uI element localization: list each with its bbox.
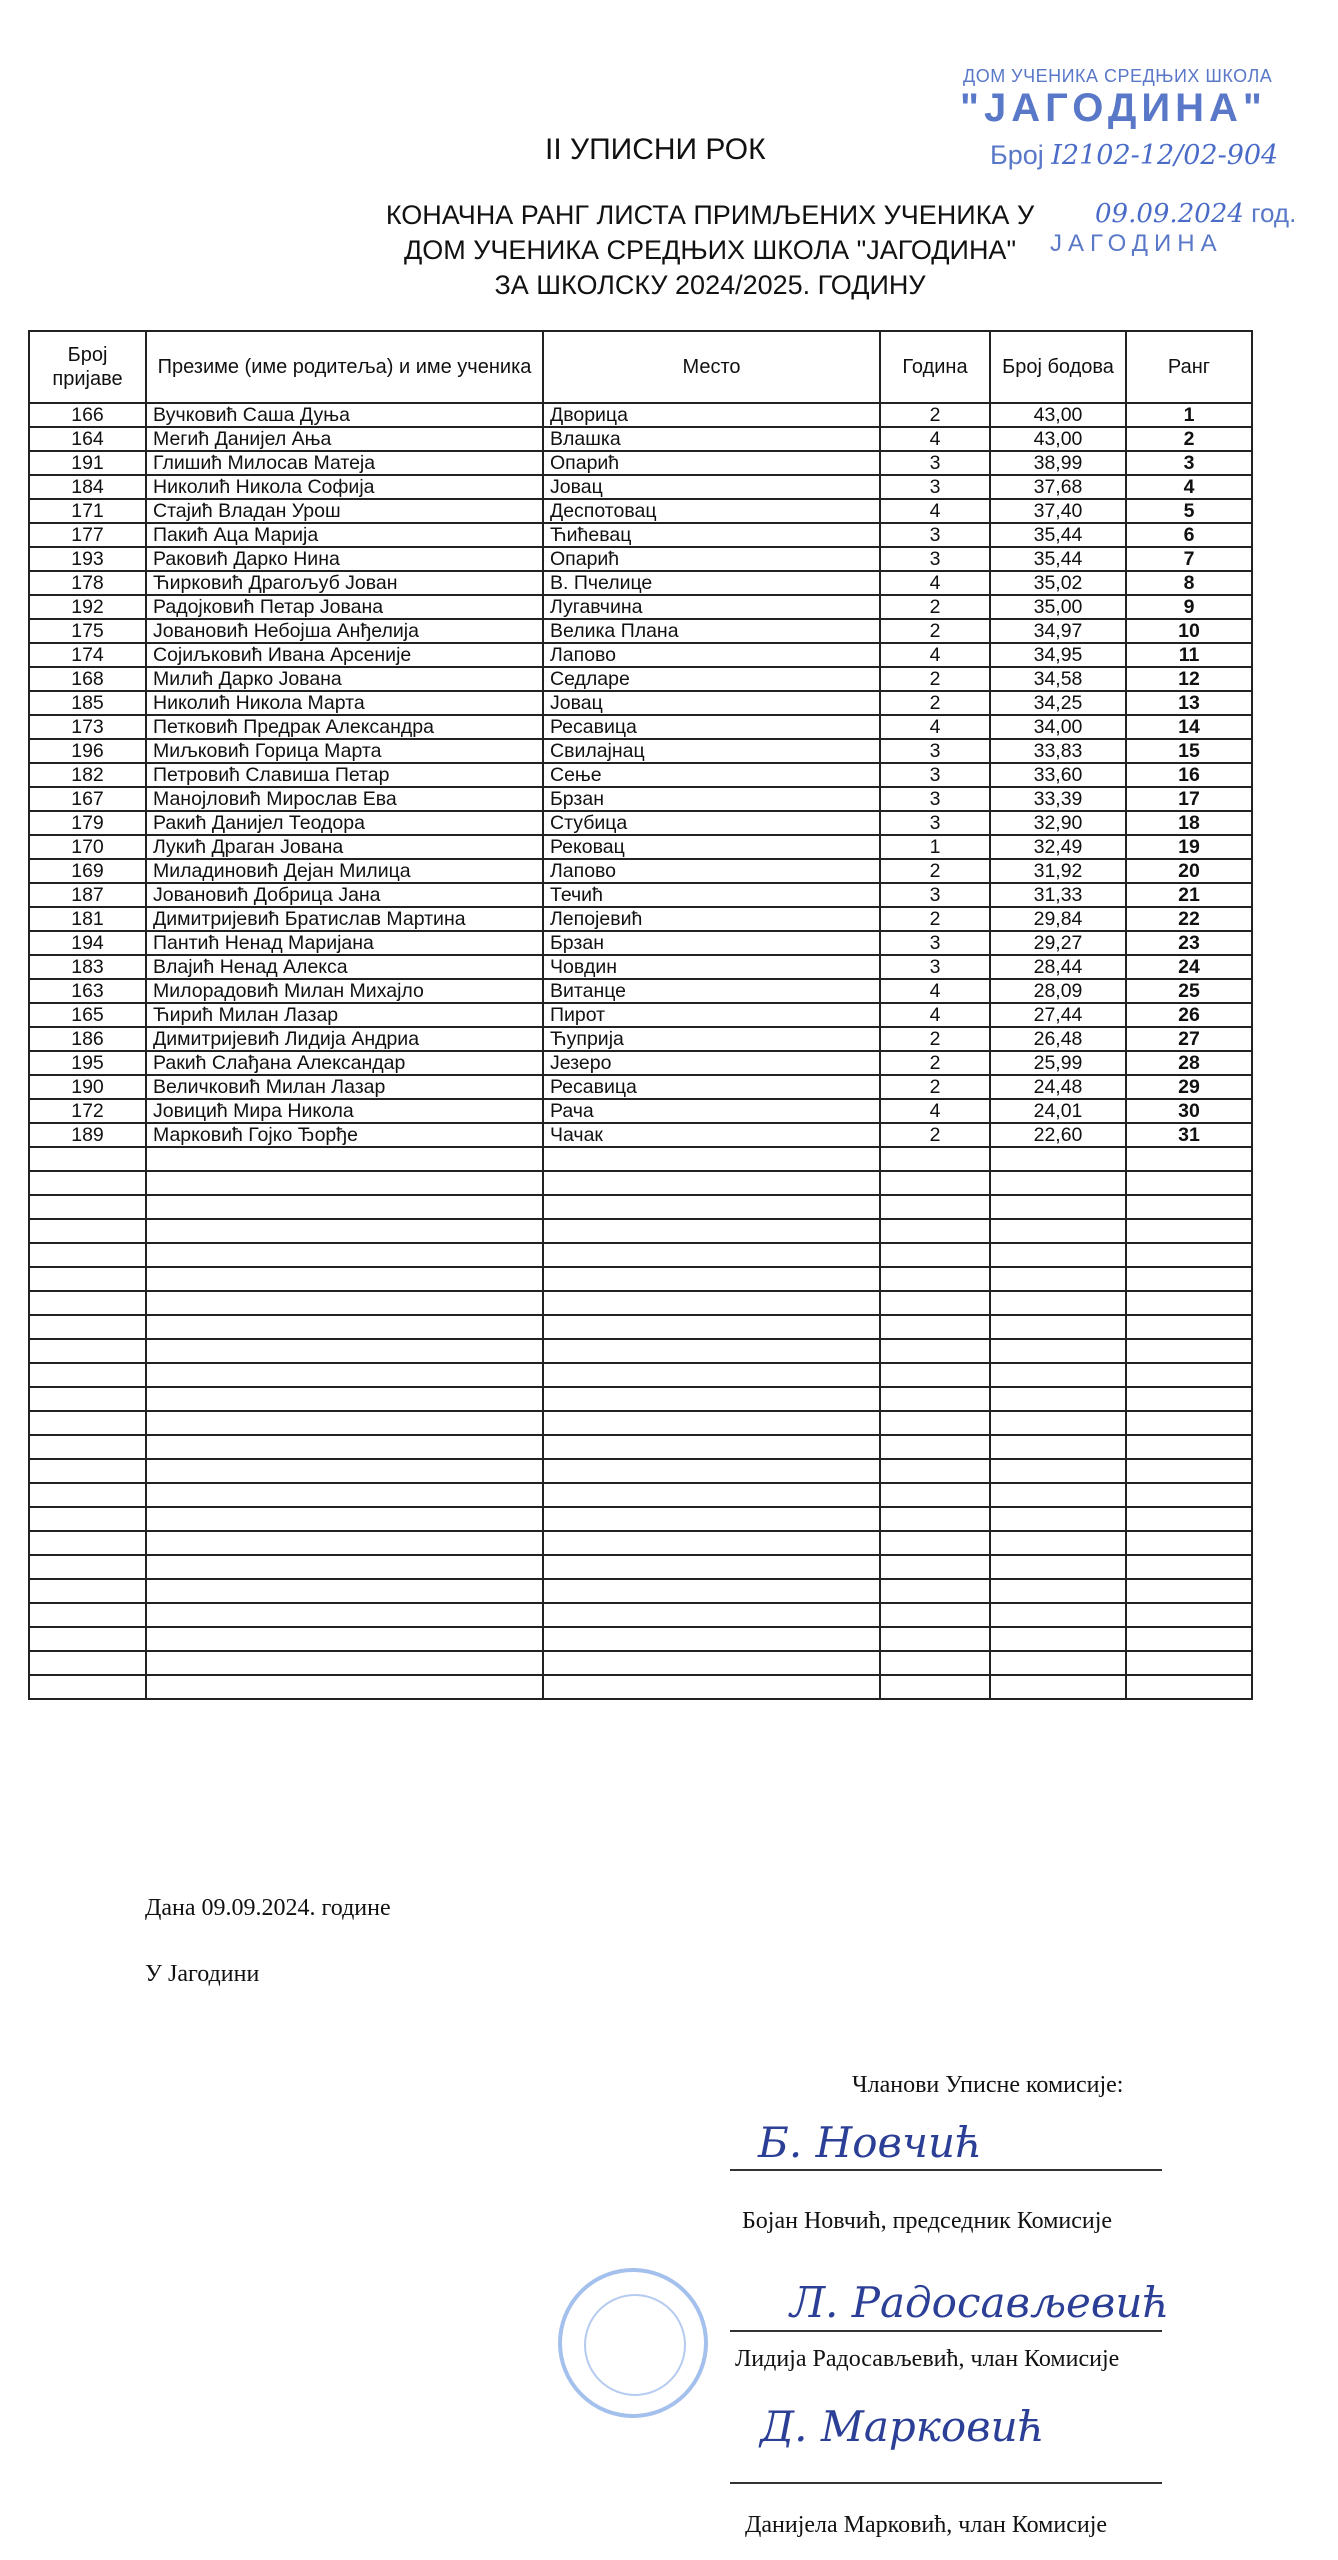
empty-row — [29, 1387, 1252, 1411]
table-cell: Мегић Данијел Ања — [146, 427, 543, 451]
table-cell: 33,60 — [990, 763, 1126, 787]
table-cell: 175 — [29, 619, 146, 643]
table-cell: 2 — [880, 907, 990, 931]
empty-row — [29, 1171, 1252, 1195]
stamp-number: Број I2102-12/02-904 — [990, 140, 1279, 171]
empty-row — [29, 1411, 1252, 1435]
table-cell: 28 — [1126, 1051, 1252, 1075]
table-cell: 169 — [29, 859, 146, 883]
table-cell: Ресавица — [543, 1075, 880, 1099]
title-line-2: ДОМ УЧЕНИКА СРЕДЊИХ ШКОЛА "ЈАГОДИНА" — [403, 235, 1017, 265]
table-cell: Јовац — [543, 691, 880, 715]
table-cell: 191 — [29, 451, 146, 475]
table-cell: Стајић Владан Урош — [146, 499, 543, 523]
stamp-date: 09.09.2024 год. — [1095, 198, 1297, 229]
table-cell: Ракић Данијел Теодора — [146, 811, 543, 835]
table-cell: Опарић — [543, 451, 880, 475]
table-row — [29, 1099, 1252, 1123]
table-cell: Дворица — [543, 403, 880, 427]
table-cell: 2 — [1126, 427, 1252, 451]
table-cell: 34,00 — [990, 715, 1126, 739]
table-row — [29, 1051, 1252, 1075]
table-cell: 26 — [1126, 1003, 1252, 1027]
empty-row — [29, 1675, 1252, 1699]
table-cell: 3 — [880, 523, 990, 547]
table-cell: 163 — [29, 979, 146, 1003]
table-cell: Брзан — [543, 787, 880, 811]
table-cell: 31,33 — [990, 883, 1126, 907]
table-cell: Петровић Славиша Петар — [146, 763, 543, 787]
table-cell: Миљковић Горица Марта — [146, 739, 543, 763]
table-cell: 170 — [29, 835, 146, 859]
table-cell: Вучковић Саша Дуња — [146, 403, 543, 427]
table-cell: Миладиновић Дејан Милица — [146, 859, 543, 883]
table-cell: Јовицић Мира Никола — [146, 1099, 543, 1123]
table-cell: 16 — [1126, 763, 1252, 787]
signature-line-1 — [730, 2169, 1162, 2171]
commission-member-1: Бојан Новчић, председник Комисије — [742, 2208, 1113, 2234]
table-cell: 43,00 — [990, 403, 1126, 427]
table-cell: 3 — [880, 787, 990, 811]
signature-3: Д. Марковић — [760, 2402, 1045, 2451]
table-cell: 22,60 — [990, 1123, 1126, 1147]
empty-row — [29, 1507, 1252, 1531]
table-cell: 35,44 — [990, 523, 1126, 547]
table-cell: Милић Дарко Јована — [146, 667, 543, 691]
table-cell: Петковић Предрак Александра — [146, 715, 543, 739]
table-row — [29, 499, 1252, 523]
empty-row — [29, 1579, 1252, 1603]
table-cell: 33,39 — [990, 787, 1126, 811]
stamp-institution: ДОМ УЧЕНИКА СРЕДЊИХ ШКОЛА — [963, 66, 1273, 86]
table-row — [29, 907, 1252, 931]
table-cell: 30 — [1126, 1099, 1252, 1123]
table-cell: 3 — [880, 955, 990, 979]
table-cell: 3 — [880, 451, 990, 475]
table-cell: 28,09 — [990, 979, 1126, 1003]
table-cell: 22 — [1126, 907, 1252, 931]
stamp-city-name: "ЈАГОДИНА" — [960, 86, 1267, 130]
table-cell: Јовановић Небојша Анђелија — [146, 619, 543, 643]
table-cell: 27 — [1126, 1027, 1252, 1051]
empty-row — [29, 1243, 1252, 1267]
signature-2: Л. Радосављевић — [790, 2278, 1170, 2327]
table-cell: Ћуприја — [543, 1027, 880, 1051]
table-cell: 13 — [1126, 691, 1252, 715]
table-cell: 4 — [880, 571, 990, 595]
table-cell: 3 — [880, 811, 990, 835]
table-cell: 2 — [880, 595, 990, 619]
empty-row — [29, 1267, 1252, 1291]
table-cell: 4 — [880, 427, 990, 451]
official-seal — [558, 2268, 708, 2418]
table-cell: Рача — [543, 1099, 880, 1123]
empty-row — [29, 1483, 1252, 1507]
column-header: Година — [880, 331, 990, 403]
empty-row — [29, 1459, 1252, 1483]
table-cell: 195 — [29, 1051, 146, 1075]
table-cell: Сојиљковић Ивана Арсеније — [146, 643, 543, 667]
table-cell: 4 — [880, 499, 990, 523]
table-cell: 2 — [880, 667, 990, 691]
table-cell: Јовановић Добрица Јана — [146, 883, 543, 907]
table-cell: 4 — [880, 643, 990, 667]
table-cell: 25 — [1126, 979, 1252, 1003]
table-row — [29, 763, 1252, 787]
table-cell: 3 — [880, 547, 990, 571]
table-cell: 24 — [1126, 955, 1252, 979]
table-row — [29, 643, 1252, 667]
table-cell: 2 — [880, 1051, 990, 1075]
table-cell: 4 — [880, 979, 990, 1003]
table-row — [29, 691, 1252, 715]
empty-row — [29, 1339, 1252, 1363]
table-cell: 34,58 — [990, 667, 1126, 691]
table-cell: 166 — [29, 403, 146, 427]
table-cell: 194 — [29, 931, 146, 955]
document-date: Дана 09.09.2024. године — [145, 1895, 391, 1921]
table-cell: 33,83 — [990, 739, 1126, 763]
signature-line-2 — [730, 2330, 1162, 2332]
table-cell: 2 — [880, 859, 990, 883]
table-cell: 25,99 — [990, 1051, 1126, 1075]
table-cell: 38,99 — [990, 451, 1126, 475]
table-row — [29, 883, 1252, 907]
stamp-city: ЈАГОДИНА — [1050, 230, 1223, 257]
table-cell: Течић — [543, 883, 880, 907]
table-cell: Јовац — [543, 475, 880, 499]
table-cell: В. Пчелице — [543, 571, 880, 595]
table-cell: 186 — [29, 1027, 146, 1051]
table-cell: 20 — [1126, 859, 1252, 883]
table-cell: 43,00 — [990, 427, 1126, 451]
signature-line-3 — [730, 2482, 1162, 2484]
table-cell: Опарић — [543, 547, 880, 571]
table-cell: 185 — [29, 691, 146, 715]
table-cell: 190 — [29, 1075, 146, 1099]
table-cell: 4 — [1126, 475, 1252, 499]
table-cell: Лугавчина — [543, 595, 880, 619]
table-cell: Радојковић Петар Јована — [146, 595, 543, 619]
empty-row — [29, 1195, 1252, 1219]
table-header-row — [29, 331, 1252, 403]
table-cell: 18 — [1126, 811, 1252, 835]
table-cell: Марковић Гојко Ђорђе — [146, 1123, 543, 1147]
table-cell: Пирот — [543, 1003, 880, 1027]
table-row — [29, 451, 1252, 475]
table-cell: 31,92 — [990, 859, 1126, 883]
table-cell: 164 — [29, 427, 146, 451]
table-cell: Глишић Милосав Матеја — [146, 451, 543, 475]
table-cell: 7 — [1126, 547, 1252, 571]
table-cell: 35,44 — [990, 547, 1126, 571]
table-cell: 26,48 — [990, 1027, 1126, 1051]
table-cell: 165 — [29, 1003, 146, 1027]
table-cell: 192 — [29, 595, 146, 619]
table-row — [29, 619, 1252, 643]
column-header: Презиме (име родитеља) и име ученика — [146, 331, 543, 403]
table-cell: 3 — [880, 475, 990, 499]
empty-row — [29, 1651, 1252, 1675]
signature-1: Б. Новчић — [758, 2118, 983, 2167]
empty-row — [29, 1555, 1252, 1579]
table-row — [29, 835, 1252, 859]
table-cell: 34,97 — [990, 619, 1126, 643]
table-cell: 8 — [1126, 571, 1252, 595]
table-cell: 3 — [880, 739, 990, 763]
enrollment-round: II УПИСНИ РОК — [545, 133, 766, 166]
empty-row — [29, 1315, 1252, 1339]
table-cell: Велика Плана — [543, 619, 880, 643]
table-cell: Димитријевић Братислав Мартина — [146, 907, 543, 931]
table-row — [29, 715, 1252, 739]
table-row — [29, 403, 1252, 427]
table-row — [29, 811, 1252, 835]
title-line-1: КОНАЧНА РАНГ ЛИСТА ПРИМЉЕНИХ УЧЕНИКА У — [385, 200, 1035, 230]
table-cell: 12 — [1126, 667, 1252, 691]
table-cell: Сење — [543, 763, 880, 787]
table-cell: Стубица — [543, 811, 880, 835]
table-cell: Николић Никола Софија — [146, 475, 543, 499]
commission-member-3: Данијела Марковић, члан Комисије — [745, 2512, 1108, 2538]
document-title — [330, 198, 1090, 303]
table-cell: 2 — [880, 403, 990, 427]
table-row — [29, 787, 1252, 811]
table-cell: 168 — [29, 667, 146, 691]
table-cell: Језеро — [543, 1051, 880, 1075]
table-cell: 4 — [880, 715, 990, 739]
table-cell: Витанце — [543, 979, 880, 1003]
table-cell: 181 — [29, 907, 146, 931]
table-cell: 4 — [880, 1003, 990, 1027]
empty-row — [29, 1435, 1252, 1459]
table-row — [29, 523, 1252, 547]
table-cell: Лукић Драган Јована — [146, 835, 543, 859]
table-row — [29, 1075, 1252, 1099]
table-cell: 3 — [880, 763, 990, 787]
table-cell: 3 — [1126, 451, 1252, 475]
empty-row — [29, 1219, 1252, 1243]
table-cell: Брзан — [543, 931, 880, 955]
table-cell: 196 — [29, 739, 146, 763]
commission-label: Чланови Уписне комисије: — [852, 2072, 1124, 2098]
table-row — [29, 667, 1252, 691]
table-cell: Влајић Ненад Алекса — [146, 955, 543, 979]
table-cell: 34,95 — [990, 643, 1126, 667]
table-cell: 187 — [29, 883, 146, 907]
empty-row — [29, 1531, 1252, 1555]
table-row — [29, 1027, 1252, 1051]
table-cell: 35,02 — [990, 571, 1126, 595]
table-cell: 172 — [29, 1099, 146, 1123]
table-cell: Ракић Слађана Александар — [146, 1051, 543, 1075]
table-cell: 21 — [1126, 883, 1252, 907]
table-row — [29, 739, 1252, 763]
table-cell: 17 — [1126, 787, 1252, 811]
table-cell: Ћићевац — [543, 523, 880, 547]
table-cell: 3 — [880, 931, 990, 955]
table-cell: 28,44 — [990, 955, 1126, 979]
table-row — [29, 955, 1252, 979]
table-cell: 34,25 — [990, 691, 1126, 715]
column-header: Ранг — [1126, 331, 1252, 403]
table-row — [29, 475, 1252, 499]
table-row — [29, 571, 1252, 595]
table-cell: Раковић Дарко Нина — [146, 547, 543, 571]
table-cell: 2 — [880, 1123, 990, 1147]
table-cell: 179 — [29, 811, 146, 835]
table-cell: 29,27 — [990, 931, 1126, 955]
table-cell: 178 — [29, 571, 146, 595]
table-row — [29, 595, 1252, 619]
table-cell: 14 — [1126, 715, 1252, 739]
table-cell: 184 — [29, 475, 146, 499]
table-cell: 2 — [880, 691, 990, 715]
table-row — [29, 931, 1252, 955]
table-cell: 37,40 — [990, 499, 1126, 523]
empty-row — [29, 1603, 1252, 1627]
table-cell: 24,48 — [990, 1075, 1126, 1099]
table-cell: 177 — [29, 523, 146, 547]
table-cell: 2 — [880, 1027, 990, 1051]
table-cell: 1 — [880, 835, 990, 859]
table-row — [29, 1123, 1252, 1147]
table-cell: 193 — [29, 547, 146, 571]
table-cell: Човдин — [543, 955, 880, 979]
table-cell: 5 — [1126, 499, 1252, 523]
table-cell: 6 — [1126, 523, 1252, 547]
table-cell: Пантић Ненад Маријана — [146, 931, 543, 955]
table-cell: 29,84 — [990, 907, 1126, 931]
table-cell: 11 — [1126, 643, 1252, 667]
table-cell: Рековац — [543, 835, 880, 859]
table-cell: 19 — [1126, 835, 1252, 859]
table-cell: 9 — [1126, 595, 1252, 619]
table-cell: 174 — [29, 643, 146, 667]
ranking-table — [28, 330, 1253, 1700]
table-cell: 35,00 — [990, 595, 1126, 619]
column-header: Место — [543, 331, 880, 403]
commission-member-2: Лидија Радосављевић, члан Комисије — [735, 2346, 1120, 2372]
table-cell: Влашка — [543, 427, 880, 451]
table-cell: Пакић Аца Марија — [146, 523, 543, 547]
table-cell: Манојловић Мирослав Ева — [146, 787, 543, 811]
table-cell: Милорадовић Милан Михајло — [146, 979, 543, 1003]
empty-row — [29, 1627, 1252, 1651]
table-row — [29, 859, 1252, 883]
table-cell: 27,44 — [990, 1003, 1126, 1027]
table-cell: Лапово — [543, 643, 880, 667]
table-cell: 1 — [1126, 403, 1252, 427]
column-header: Број бодова — [990, 331, 1126, 403]
table-cell: 32,49 — [990, 835, 1126, 859]
table-cell: 183 — [29, 955, 146, 979]
table-cell: 23 — [1126, 931, 1252, 955]
table-cell: 189 — [29, 1123, 146, 1147]
table-row — [29, 1003, 1252, 1027]
table-cell: 31 — [1126, 1123, 1252, 1147]
table-row — [29, 979, 1252, 1003]
table-cell: 2 — [880, 619, 990, 643]
table-row — [29, 547, 1252, 571]
table-cell: 15 — [1126, 739, 1252, 763]
column-header: Број пријаве — [29, 331, 146, 403]
table-cell: 10 — [1126, 619, 1252, 643]
table-cell: 3 — [880, 883, 990, 907]
table-cell: 167 — [29, 787, 146, 811]
table-body — [29, 403, 1252, 1699]
document-place: У Јагодини — [145, 1961, 260, 1987]
table-cell: 182 — [29, 763, 146, 787]
table-row — [29, 427, 1252, 451]
table-cell: Свилајнац — [543, 739, 880, 763]
title-line-3: ЗА ШКОЛСКУ 2024/2025. ГОДИНУ — [494, 270, 926, 300]
table-cell: Чачак — [543, 1123, 880, 1147]
table-cell: Деспотовац — [543, 499, 880, 523]
empty-row — [29, 1363, 1252, 1387]
table-cell: Лепојевић — [543, 907, 880, 931]
table-cell: 32,90 — [990, 811, 1126, 835]
table-cell: Димитријевић Лидија Андриа — [146, 1027, 543, 1051]
table-cell: 4 — [880, 1099, 990, 1123]
empty-row — [29, 1147, 1252, 1171]
table-cell: 2 — [880, 1075, 990, 1099]
table-cell: Ресавица — [543, 715, 880, 739]
table-cell: Лапово — [543, 859, 880, 883]
table-cell: Седларе — [543, 667, 880, 691]
table-cell: 37,68 — [990, 475, 1126, 499]
table-cell: Николић Никола Марта — [146, 691, 543, 715]
table-cell: 24,01 — [990, 1099, 1126, 1123]
table-cell: Ћирић Милан Лазар — [146, 1003, 543, 1027]
table-cell: 171 — [29, 499, 146, 523]
table-cell: 173 — [29, 715, 146, 739]
table-cell: Ћирковић Драгољуб Јован — [146, 571, 543, 595]
table-cell: 29 — [1126, 1075, 1252, 1099]
table-cell: Величковић Милан Лазар — [146, 1075, 543, 1099]
empty-row — [29, 1291, 1252, 1315]
